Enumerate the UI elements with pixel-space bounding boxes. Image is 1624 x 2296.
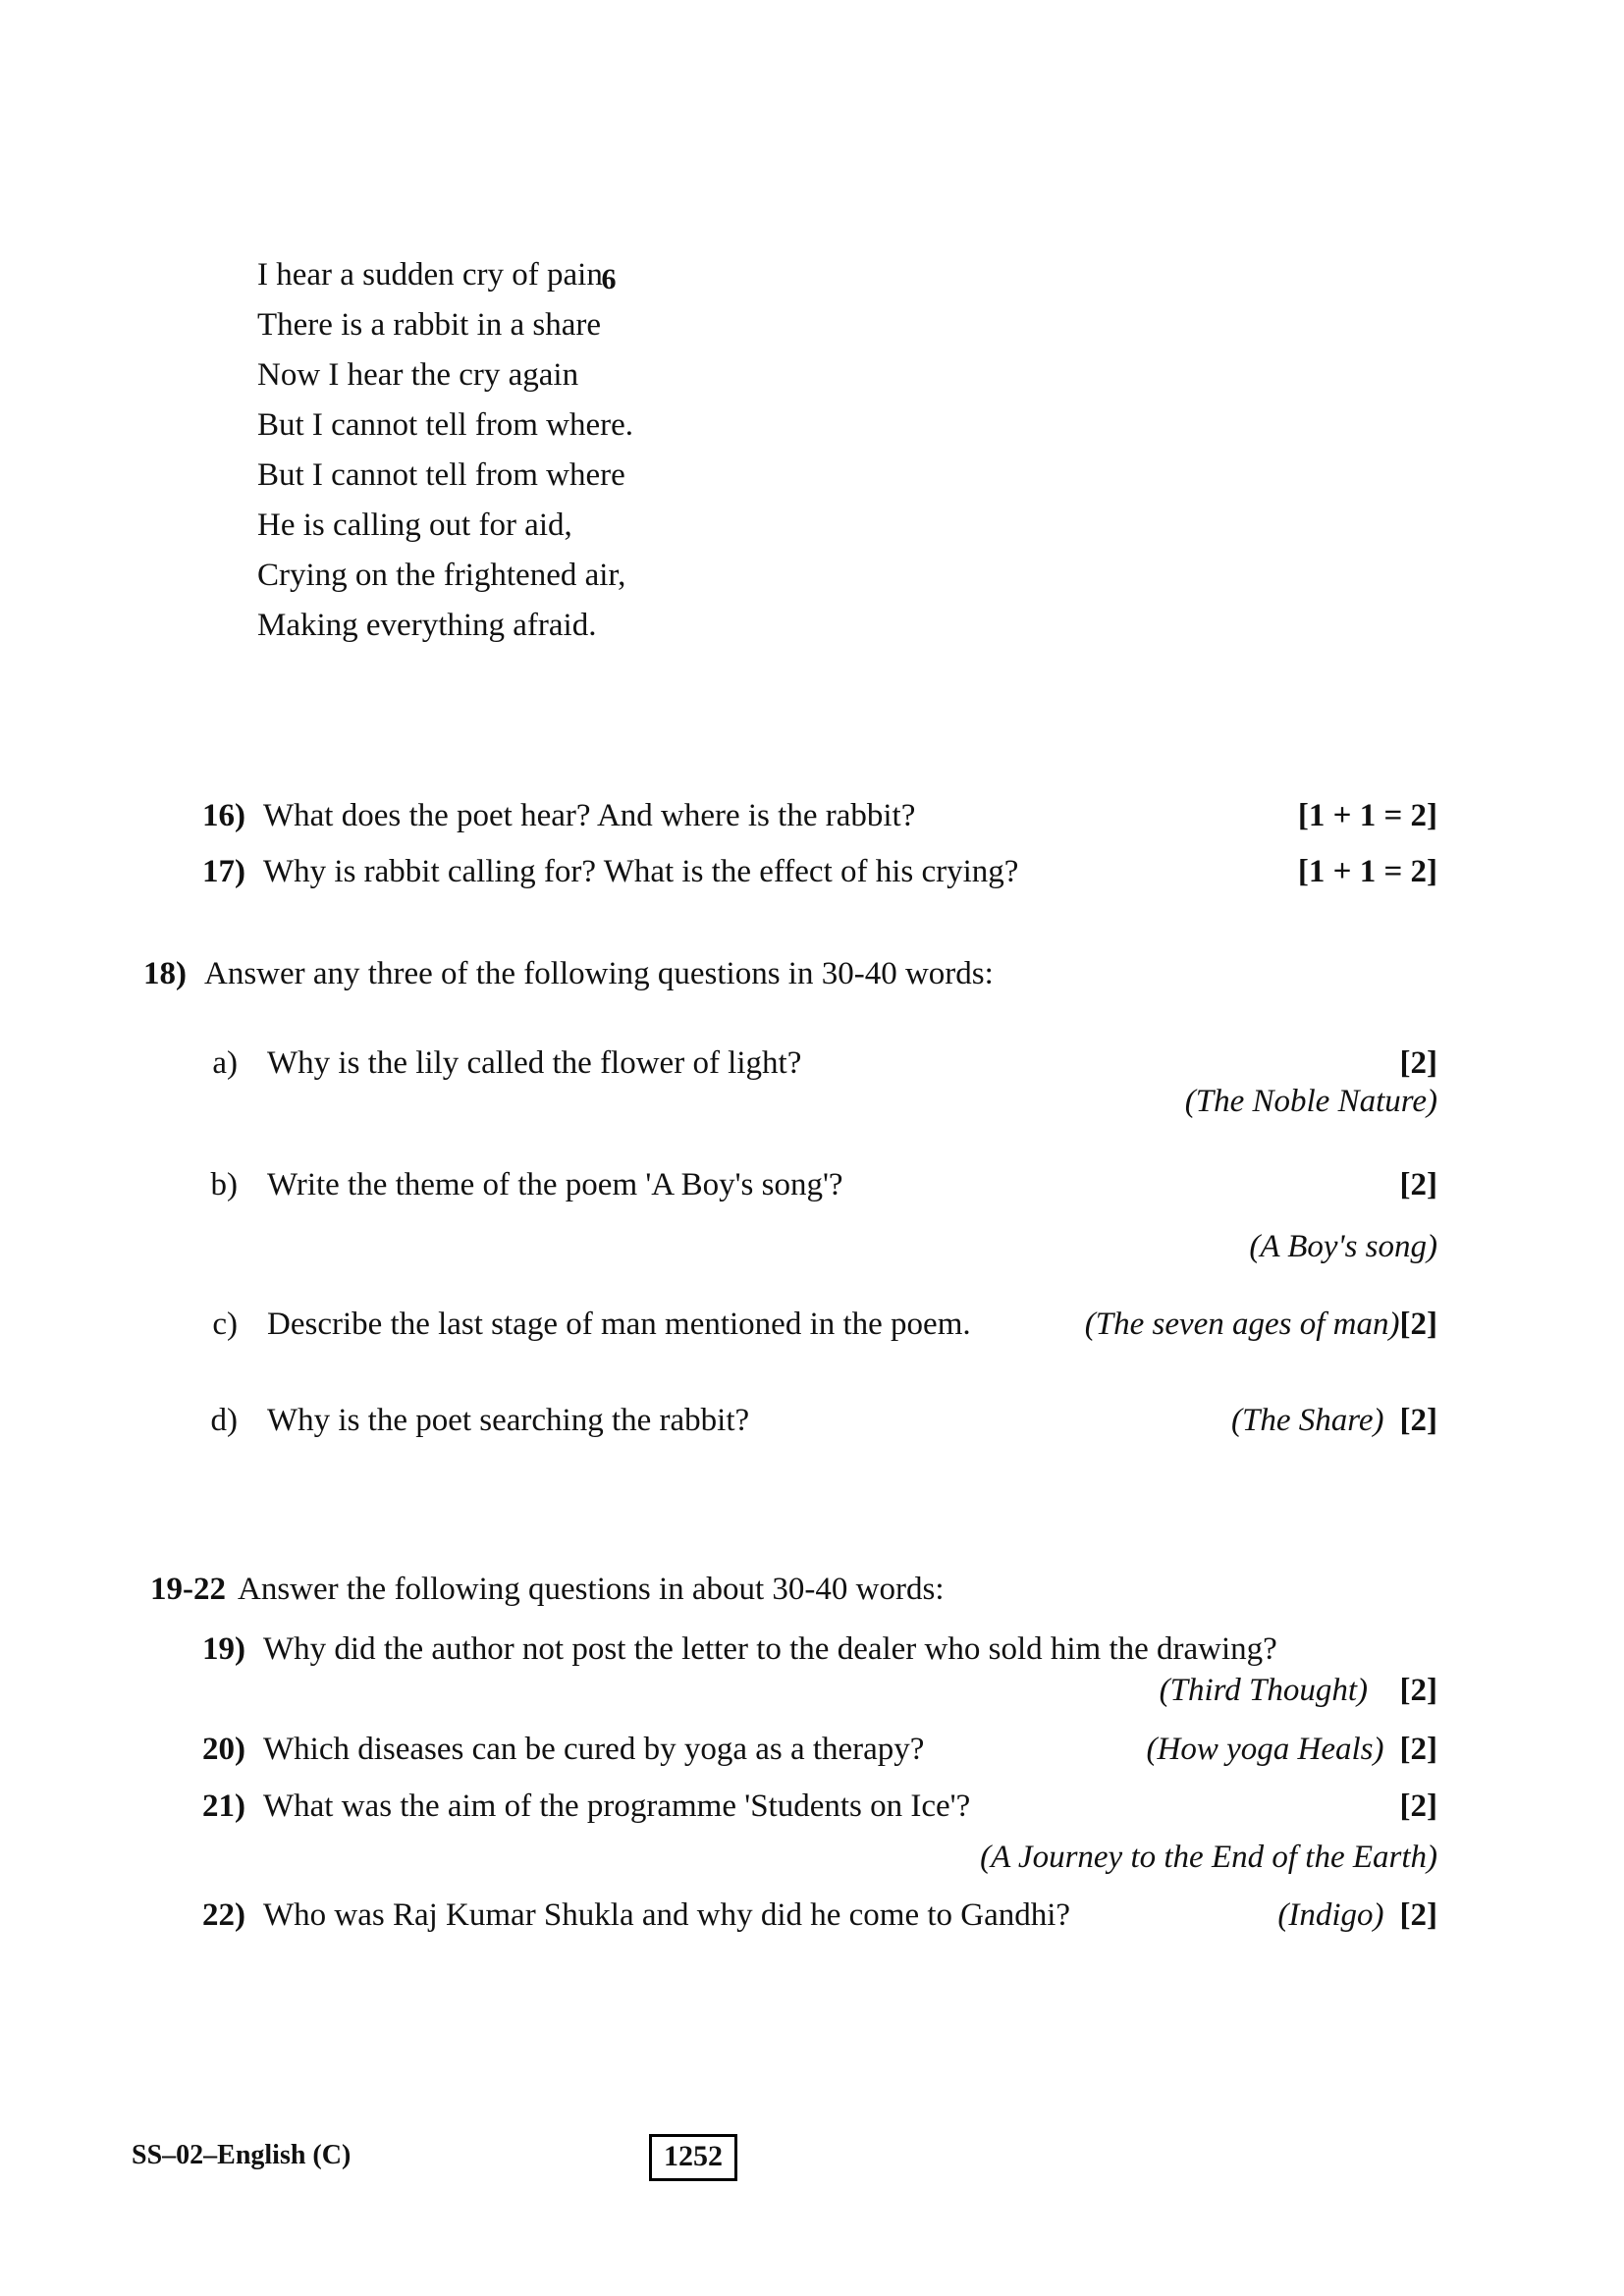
section-instruction: Answer the following questions in about 30-40 words: [238,1572,945,1607]
section-19-22-heading [132,1569,1437,1610]
question-16 [194,795,1437,836]
item-marks: [2] [1399,1167,1437,1202]
poem-line: Making everything afraid. [257,608,597,643]
page-number: 6 [601,263,617,295]
page-footer [0,2140,1624,2199]
question-18-item-d [194,1400,1437,1441]
question-text: What does the poet hear? And where is the rabbit? [263,798,916,833]
question-number: 18) [143,956,187,991]
item-label: c) [212,1307,238,1342]
question-marks: [1 + 1 = 2] [1297,854,1437,889]
question-source: (How yoga Heals) [1146,1732,1384,1767]
question-number: 16) [202,798,245,833]
question-18-item-a-source: (The Noble Nature) [1184,1084,1437,1119]
item-label: d) [210,1403,238,1438]
item-marks: [2] [1399,1403,1437,1438]
item-source: (The seven ages of man) [1084,1307,1400,1342]
paper-serial-box: 1252 [649,2134,737,2181]
section-number: 19-22 [150,1572,226,1607]
question-marks: [1 + 1 = 2] [1297,798,1437,833]
item-label: b) [210,1167,238,1202]
item-source: (The Share) [1231,1403,1384,1438]
question-19-source [194,1673,1437,1709]
source-title: (Third Thought) [1159,1673,1369,1708]
poem-line: Now I hear the cry again [257,357,579,393]
question-marks: [2] [1399,1789,1437,1824]
question-text: Which diseases can be cured by yoga as a therapy? [263,1732,925,1767]
question-17 [194,851,1437,892]
question-22 [194,1895,1437,1936]
question-18-heading [132,953,1437,994]
question-number: 17) [202,854,245,889]
item-label: a) [212,1045,238,1081]
question-text: Why did the author not post the letter to the dealer who sold him the drawing? [263,1631,1277,1667]
poem-line: But I cannot tell from where. [257,407,634,443]
question-21 [194,1786,1437,1827]
question-text: What was the aim of the programme 'Students on Ice'? [263,1789,971,1824]
paper-code: SS–02–English (C) [132,2140,352,2170]
question-18-item-b [194,1164,1437,1205]
item-marks: [2] [1399,1307,1437,1342]
question-20 [194,1729,1437,1770]
poem-line: I hear a sudden cry of pain [257,257,603,293]
poem-line: Crying on the frightened air, [257,558,626,593]
question-18-item-c [194,1304,1437,1345]
question-source: (Indigo) [1277,1897,1384,1933]
question-18-item-b-source: (A Boy's song) [1249,1229,1437,1264]
poem-block [257,250,1141,651]
poem-line: He is calling out for aid, [257,507,572,543]
question-18-item-a [194,1042,1437,1084]
item-text: Write the theme of the poem 'A Boy's song'? [267,1167,843,1202]
item-marks: [2] [1399,1045,1437,1081]
question-marks: [2] [1399,1673,1437,1708]
question-number: 22) [202,1897,245,1933]
question-number: 21) [202,1789,245,1824]
poem-line: But I cannot tell from where [257,457,625,493]
question-text: Why is rabbit calling for? What is the effect of his crying? [263,854,1019,889]
question-text: Who was Raj Kumar Shukla and why did he come to Gandhi? [263,1897,1071,1933]
item-text: Why is the lily called the flower of light? [267,1045,802,1081]
question-number: 20) [202,1732,245,1767]
question-marks: [2] [1399,1732,1437,1767]
question-number: 19) [202,1631,245,1667]
question-19 [194,1629,1437,1670]
question-instruction: Answer any three of the following questions in 30-40 words: [204,956,994,991]
poem-line: There is a rabbit in a share [257,307,602,343]
item-text: Why is the poet searching the rabbit? [267,1403,750,1438]
question-21-source: (A Journey to the End of the Earth) [980,1840,1437,1875]
item-text: Describe the last stage of man mentioned in the poem. [267,1307,971,1342]
question-marks: [2] [1399,1897,1437,1933]
